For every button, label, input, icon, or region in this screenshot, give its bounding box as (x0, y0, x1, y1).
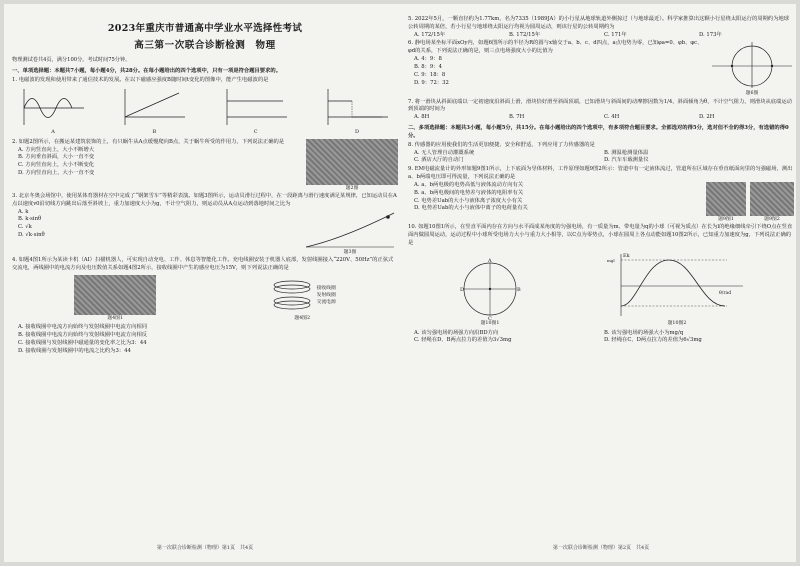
q9-option-b: B. a、b两电极间的电势差与液体的电阻率有关 (414, 189, 524, 196)
q3-option-a: A. k (18, 208, 29, 215)
q1-graph-b-label: B (152, 129, 157, 136)
q6-option-a: A. 4：9：8 (414, 56, 442, 63)
q6-option-b: B. 8：9：4 (414, 63, 442, 70)
q10-figures (414, 250, 788, 327)
q7-option-c: C. 4H (604, 114, 620, 121)
q8-option-b: B. 测温枪测量体温 (604, 149, 649, 156)
q10-chart-ymax: mgl (607, 258, 615, 264)
q2-option-b: B. 方向垂直斜面，大小一直不变 (18, 154, 95, 161)
section1-heading: 一、单项选择题：本题共7小题，每小题4分，共28分。在每小题给出的四个选项中，只有一项是符合题目要求的。 (12, 67, 281, 74)
question-4-stem: 4. 如题4图1所示为某读卡机（AI）扫描机器人，可实现自动充电、工作、休息等智能化工作。充电线圈安装于机器人底部，发射线圈接入“220V、50Hz”的正弦式交流电，两线圈中的电流方向及电压数值关系如题4图2所示，接收线圈中产生的感应电压为15V，则下列说法正确的是 (12, 256, 394, 271)
question-2 (12, 139, 398, 192)
q8-option-c: C. 酒店大厅的自动门 (414, 157, 464, 164)
q4-option-a: A. 接收线圈中电流方向始终与发射线圈中电流方向相同 (18, 324, 148, 331)
q2-option-a: A. 方向竖直向上，大小不断增大 (18, 146, 95, 153)
q9-figures (706, 182, 794, 223)
question-9 (408, 166, 794, 223)
page-right (408, 4, 794, 562)
question-5-stem: 5. 2022年5月，一颗直径约为1.77km，名为7335（1989JA）的小行星从地球轨道外侧掠过（与地球最近）。科学家推算出这颗小行星绕太阳运行的周期约为地球公转周期的某倍，若小行星与地球绕太阳运行均视为圆周运动，则该行星的公转周期约为 (408, 16, 790, 30)
question-8-stem: 8. 传感器的应用使我们的生活更加便捷、安全和舒适，下列应用了力传感器的是 (408, 141, 595, 148)
q9-pipe-diagram (750, 182, 794, 216)
q1-graph-a-label: A (51, 129, 55, 136)
question-2-stem: 2. 如题2图所示，在搬运某建筑装饰的上，有只蜗牛从A点缓慢爬向B点，关于蜗牛所受的作用力，下列说法正确的是 (12, 138, 285, 145)
q6-option-c: C. 9：18：8 (414, 71, 446, 78)
q6-figure (710, 40, 794, 97)
question-8 (408, 142, 794, 165)
question-3-stem: 3. 北京冬奥会场馆中，使用某体育器材在空中完成了“钢架雪车”等精彩表演。如题3图所示，运动员滑行过程中，在一段距离与滑行速度满足某规律，已知运动员在A点以速度v0沿切线方向跳出后落至斜坡上，重力加速度大小为g，不计空气阻力，则运动员从A点运动到落地时间之比为 (12, 192, 397, 207)
page-left (12, 4, 398, 562)
svg-text:A: A (488, 258, 492, 265)
q10-chart-y-label: Ek (623, 253, 630, 260)
q4-fig2-caption: 题4图2 (294, 316, 311, 322)
q9-fig2-caption: 题9图2 (764, 216, 780, 222)
q10-options (408, 330, 794, 346)
q2-figure (306, 139, 398, 192)
q9-option-c: C. 电势差Uab的大小与液体离子浓度大小有关 (414, 197, 523, 204)
question-1 (12, 77, 398, 137)
q5-option-c: C. 171年 (604, 31, 627, 38)
q9-flowmeter-photo (706, 182, 746, 216)
q2-pavilion-photo (306, 139, 398, 185)
question-4 (12, 257, 398, 356)
svg-text:B: B (517, 287, 521, 294)
q4-figures (18, 275, 392, 322)
q1-graph-d (322, 87, 392, 136)
q5-options (408, 32, 794, 40)
question-5 (408, 16, 794, 39)
q10-figure-1 (455, 258, 525, 327)
q10-figure-2 (607, 250, 747, 327)
q10-option-d: D. 轻绳在C、D两点拉力的差值为6√3mg (604, 337, 702, 344)
q6-caption: 题6图 (745, 91, 759, 97)
question-6-stem: 6. 静电场某坐标平面xOy内，如题6图所示的半径为R的圆与x轴交于a、b、c、d四点，a点电势为零，已知φa=0、φb、φc、φd的关系，下列说法正确的是，则三点电场强度大小的比值为 (408, 40, 703, 55)
svg-text:C: C (488, 316, 492, 321)
footer-left: 第一次联合诊断检测（物理）第1页 共4页 (156, 544, 254, 551)
q9-option-d: D. 电势差Uab的大小与液体中离子的电荷量有关 (414, 205, 528, 212)
q3-option-d: D. √k·sinθ (18, 232, 45, 239)
question-10 (408, 224, 794, 345)
q1-graph-c-label: C (253, 129, 258, 136)
exam-title: 2023年重庆市普通高中学业水平选择性考试 (107, 23, 303, 34)
q3-caption: 题3图 (343, 249, 357, 255)
q7-option-a: A. 8H (414, 114, 430, 121)
q1-graph-b (119, 87, 189, 136)
exam-info: 物理测试卷共4页，满分100分。考试时间75分钟。 (12, 57, 131, 64)
q4-option-d: D. 接收线圈与发射线圈中的电流之比约为3：44 (18, 347, 131, 354)
q7-option-b: B. 7H (509, 114, 525, 121)
q10-chart-x-label: θ/rad (719, 291, 732, 297)
question-1-stem: 1. 电磁波的发现和使用带来了通信技术的发展。在以下磁感应强度B随时间t变化的图像中，能产生电磁波的是 (12, 76, 269, 83)
q5-option-d: D. 173年 (699, 31, 722, 38)
q1-graph-a (18, 87, 88, 136)
q2-option-c: C. 方向竖直向上，大小不断变化 (18, 162, 95, 169)
question-3 (12, 193, 398, 256)
q9-option-a: A. a、b两电极的电势高低与液体流动方向有关 (414, 181, 524, 188)
q4-ac-source-label: 交流电源 (316, 299, 336, 305)
q7-option-d: D. 2H (699, 114, 715, 121)
q4-option-c: C. 接收线圈与发射线圈中磁通量的变化率之比为3：44 (18, 340, 147, 347)
q2-option-d: D. 方向竖直向上，大小一直不变 (18, 170, 95, 177)
q4-fig1-caption: 题4图1 (107, 316, 124, 322)
question-10-stem: 10. 如题10图1所示，在竖直平面内存在方向与水平面成某角度的匀强电场，有一质量为m、带电量为q的小球（可视为质点）在长为l的绝缘细线牵引下绕O点在竖直面内做圆周运动，运动过程中小球所受电场力大小与重力大小相等，以C点为零势点，小球在圆周上各点动能如题10图2所示，已知重力加速度为g，下列说法正确的是 (408, 223, 793, 246)
q4-figure-1 (74, 275, 156, 322)
q10-option-a: A. 该匀强电场的场强方向沿BD方向 (414, 329, 499, 336)
question-7 (408, 99, 794, 122)
q10-option-b: B. 该匀强电场的场强大小为mg/q (604, 329, 684, 336)
q3-figure (302, 209, 398, 256)
svg-text:D: D (460, 287, 465, 294)
q7-options (408, 114, 794, 122)
q3-option-c: C. √k (18, 224, 32, 231)
q5-option-b: B. 172/15年 (509, 31, 541, 38)
q2-caption: 题2图 (345, 185, 359, 191)
footer-right: 第一次联合诊断检测（物理）第2页 共4页 (552, 544, 650, 551)
q4-receive-coil-label: 接收线圈 (316, 285, 336, 291)
q4-option-b: B. 接收线圈中电流方向始终与发射线圈中电流方向相反 (18, 332, 148, 339)
q4-figure-2 (269, 275, 336, 322)
question-7-stem: 7. 将一滑块从斜面底端以一定初速度沿斜面上滑，滑块恰好滑至斜面顶端，已知滑块与斜面间的动摩擦因数为1/4，斜面倾角为θ，不计空气阻力，则滑块从底端运动到顶端的时间为 (408, 98, 792, 113)
q8-option-a: A. 无人管理自动灌溉系统 (414, 149, 475, 156)
q8-option-d: D. 汽车车载测量仪 (604, 157, 649, 164)
q6-option-d: D. 9：72：32 (414, 79, 449, 86)
q9-fig1-caption: 题9图1 (718, 216, 734, 222)
q1-graph-d-label: D (354, 129, 359, 136)
q8-options (408, 150, 794, 166)
q1-graph-c (221, 87, 291, 136)
q10-fig1-caption: 题10图1 (480, 321, 500, 327)
q10-fig2-caption: 题10图2 (667, 321, 687, 327)
question-6 (408, 40, 794, 97)
q4-robot-photo (74, 275, 156, 315)
section2-heading: 二、多项选择题：本题共3小题，每小题5分，共15分。在每小题给出的四个选项中，有多项符合题目要求。全部选对的得5分，选对但不全的得3分，有选错的得0分。 (408, 125, 789, 139)
question-9-stem: 9. EM电磁流量计的外形如题9图1所示，上下底面为导体材料，工作原理如题9图2所示：管道中有一定液体流过，管道所在区域存在垂直纸面向里的匀强磁场，测出a、b两端电压即可得流量，下列说法正确的是 (408, 166, 793, 181)
q3-option-b: B. k·sinθ (18, 216, 42, 223)
exam-sheet (4, 4, 796, 562)
q10-option-c: C. 轻绳在D、B两点拉力的差值为3√3mg (414, 337, 512, 344)
question-1-figures (18, 87, 392, 136)
q4-transmit-coil-label: 发射线圈 (316, 292, 336, 298)
q5-option-a: A. 172/15年 (414, 31, 446, 38)
exam-subtitle: 高三第一次联合诊断检测 物理 (134, 40, 276, 52)
